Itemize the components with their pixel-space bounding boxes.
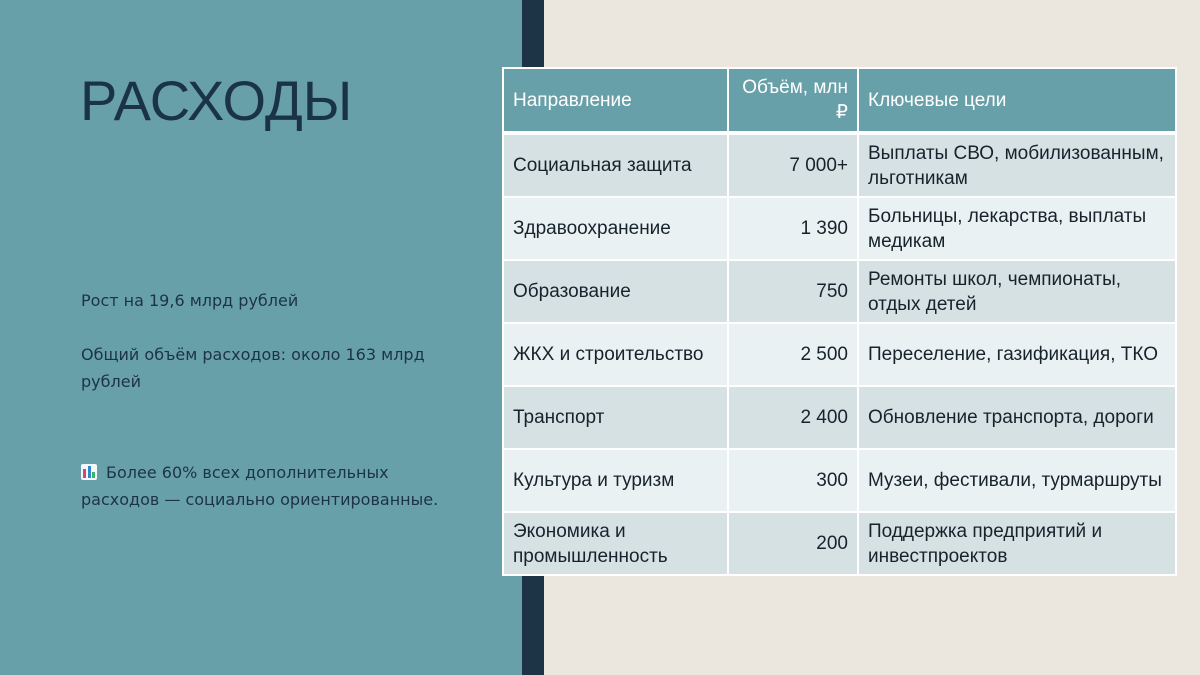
slide-title: РАСХОДЫ bbox=[80, 69, 353, 132]
cell-direction: Образование bbox=[503, 260, 728, 323]
cell-goals: Обновление транспорта, дороги bbox=[858, 386, 1176, 449]
cell-direction: Транспорт bbox=[503, 386, 728, 449]
cell-goals: Музеи, фестивали, турмаршруты bbox=[858, 449, 1176, 512]
cell-goals: Поддержка предприятий и инвестпроектов bbox=[858, 512, 1176, 575]
table-row bbox=[503, 197, 1176, 260]
cell-direction: ЖКХ и строительство bbox=[503, 323, 728, 386]
cell-volume: 200 bbox=[728, 512, 858, 575]
cell-volume: 1 390 bbox=[728, 197, 858, 260]
cell-direction: Социальная защита bbox=[503, 133, 728, 197]
header-goals: Ключевые цели bbox=[858, 68, 1176, 133]
cell-volume: 7 000+ bbox=[728, 133, 858, 197]
cell-goals: Ремонты школ, чемпионаты, отдых детей bbox=[858, 260, 1176, 323]
cell-volume: 300 bbox=[728, 449, 858, 512]
table-row bbox=[503, 449, 1176, 512]
social-share-text: Более 60% всех дополнительных расходов — социально ориентированные. bbox=[81, 463, 439, 509]
expenses-table bbox=[502, 67, 1177, 576]
social-share-note bbox=[81, 459, 461, 513]
cell-goals: Выплаты СВО, мобилизованным, льготникам bbox=[858, 133, 1176, 197]
cell-volume: 2 500 bbox=[728, 323, 858, 386]
total-expenses-text: Общий объём расходов: около 163 млрд рублей bbox=[81, 345, 425, 391]
cell-direction: Экономика и промышленность bbox=[503, 512, 728, 575]
header-direction: Направление bbox=[503, 68, 728, 133]
table-row bbox=[503, 260, 1176, 323]
bar-chart-icon bbox=[81, 464, 97, 480]
table-header-row bbox=[503, 68, 1176, 133]
cell-goals: Больницы, лекарства, выплаты медикам bbox=[858, 197, 1176, 260]
cell-volume: 750 bbox=[728, 260, 858, 323]
table-row bbox=[503, 512, 1176, 575]
table-row bbox=[503, 323, 1176, 386]
growth-text: Рост на 19,6 млрд рублей bbox=[81, 291, 299, 310]
cell-volume: 2 400 bbox=[728, 386, 858, 449]
cell-direction: Здравоохранение bbox=[503, 197, 728, 260]
cell-direction: Культура и туризм bbox=[503, 449, 728, 512]
header-volume: Объём, млн ₽ bbox=[728, 68, 858, 133]
table-row bbox=[503, 133, 1176, 197]
table-row bbox=[503, 386, 1176, 449]
cell-goals: Переселение, газификация, ТКО bbox=[858, 323, 1176, 386]
